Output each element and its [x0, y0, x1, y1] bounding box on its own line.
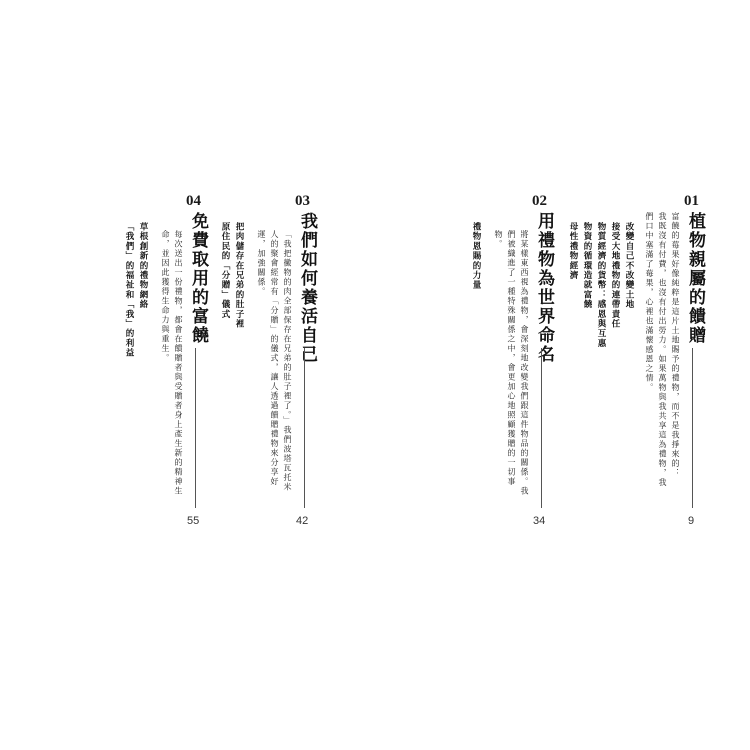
divider-line: [304, 348, 305, 508]
section-heading: 物質經濟的貨幣：感恩與互惠: [596, 222, 606, 349]
summary-line: 將某樣東西視為禮物，會深刻地改變我們跟這件物品的關係。我: [520, 230, 529, 496]
summary-line: 們被織進了一種特殊關係之中，會更加心地照顧獲贈的一切事: [507, 230, 516, 487]
page-number: 34: [533, 515, 546, 527]
chapter-title: 植物親屬的饋贈: [685, 212, 705, 345]
chapter-title: 免費取用的富饒: [188, 212, 208, 345]
summary-text: [155, 230, 185, 520]
chapter-title: 我們如何養活自己: [297, 212, 317, 364]
divider-line: [692, 348, 693, 508]
section-heading: 禮物恩賜的力量: [471, 222, 481, 290]
summary-text: [638, 212, 682, 512]
section-list: [462, 222, 482, 322]
section-heading: 「我們」的福祉和「我」的利益: [124, 222, 134, 358]
summary-line: 命，並因此獲得生命力與重生。: [161, 230, 170, 363]
section-heading: 原住民的「分贈」儀式: [220, 222, 230, 319]
page-number: 42: [296, 515, 309, 527]
chapter-number: 01: [684, 193, 699, 209]
divider-line: [195, 348, 196, 508]
chapter-number: 03: [295, 193, 310, 209]
chapter-number: 04: [186, 193, 201, 209]
summary-line: 運，加強關係。: [257, 230, 266, 297]
summary-line: 每次送出一份禮物，都會在饋贈者與受贈者身上產生新的精神生: [174, 230, 183, 496]
section-heading: 把肉儲存在兄弟的肚子裡: [234, 222, 244, 329]
section-heading: 改變自己不改變土地: [624, 222, 634, 310]
page-number: 9: [688, 515, 695, 527]
summary-line: 「我把黴物的肉全部保存在兄弟的肚子裡了。」我們波塔瓦托米: [283, 230, 292, 492]
summary-line: 富饒的莓果好像純粹是這片土地賜予的禮物，而不是我掙來的：: [671, 212, 680, 478]
page-number: 55: [187, 515, 200, 527]
summary-line: 物。: [494, 230, 503, 249]
summary-line: 我既沒有付費，也沒有付出勞力。如果萬物與我共享這為禮物，我: [658, 212, 667, 488]
section-list: [566, 222, 636, 382]
summary-line: 們口中塞滿了莓果，心裡也滿懷感恩之情。: [645, 212, 654, 393]
summary-text: [250, 230, 294, 510]
section-list: [116, 222, 150, 382]
section-heading: 母性禮物經濟: [568, 222, 578, 281]
section-heading: 接受大地禮物的連帶責任: [610, 222, 620, 329]
divider-line: [541, 348, 542, 508]
summary-line: 人的聚會經常有「分贈」的儀式，讓人透過饋贈禮物來分享好: [270, 230, 279, 487]
chapter-number: 02: [532, 193, 547, 209]
chapter-title: 用禮物為世界命名: [534, 212, 554, 364]
section-heading: 物資的循環造就富饒: [582, 222, 592, 310]
summary-text: [487, 230, 531, 520]
section-list: [212, 222, 246, 362]
section-heading: 草根創新的禮物網絡: [138, 222, 148, 310]
